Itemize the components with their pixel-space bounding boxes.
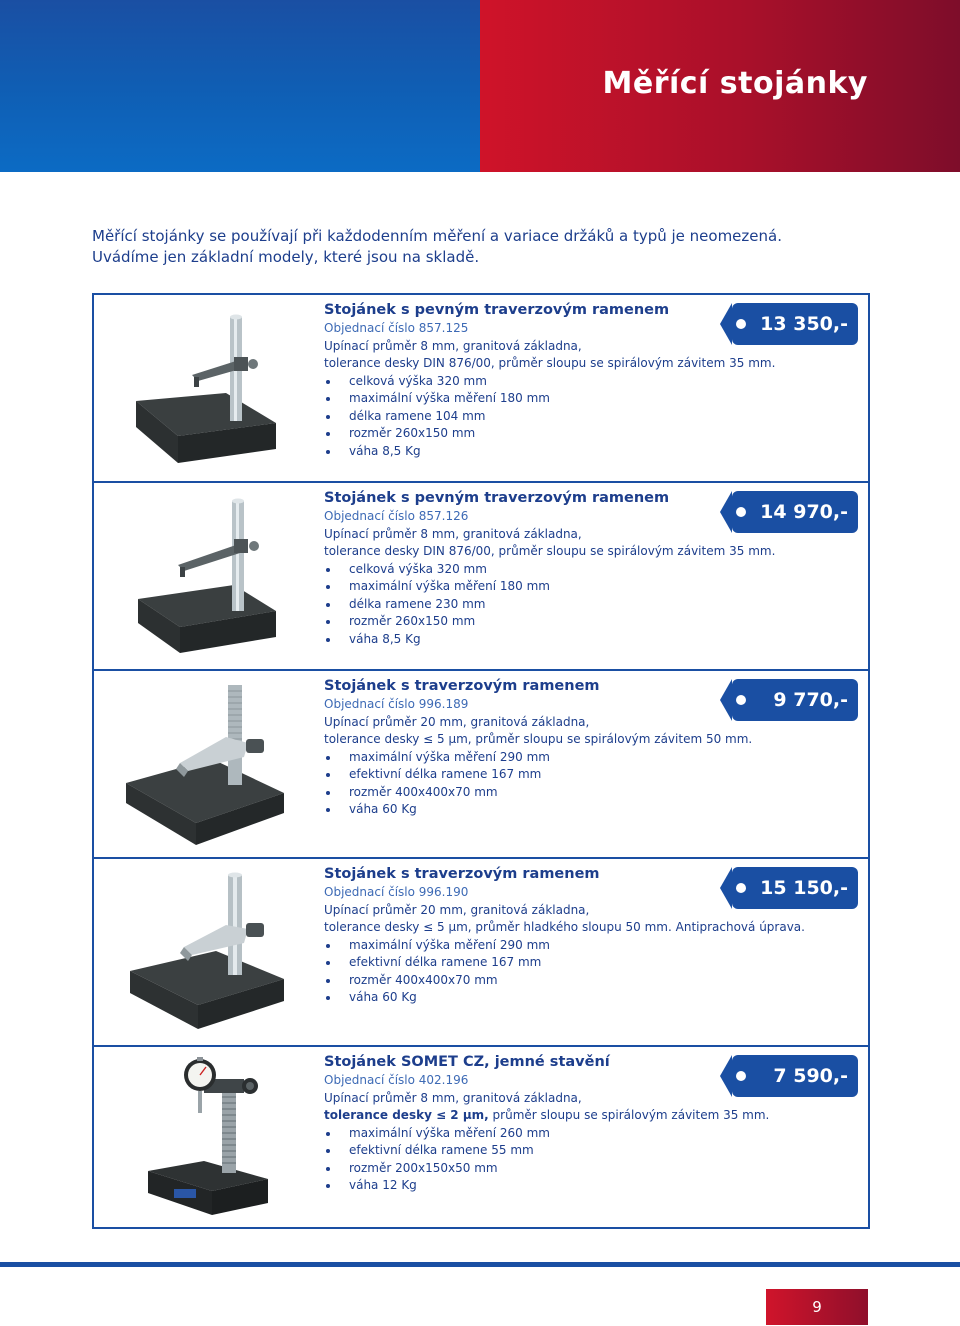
spec-item: váha 60 Kg	[324, 801, 844, 819]
page-header	[0, 0, 960, 172]
product-desc-line-2: tolerance desky ≤ 5 µm, průměr sloupu se spirálovým závitem 50 mm.	[324, 732, 753, 746]
spec-item: efektivní délka ramene 167 mm	[324, 766, 844, 784]
spec-item: délka ramene 230 mm	[324, 596, 844, 614]
product-desc-line-2	[324, 1107, 844, 1125]
spec-item: váha 12 Kg	[324, 1177, 844, 1195]
product-desc-line-1: Upínací průměr 8 mm, granitová základna,	[324, 1090, 582, 1105]
price-tag-hole-icon	[736, 1071, 746, 1081]
product-desc-line-1: Upínací průměr 8 mm, granitová základna,	[324, 338, 582, 353]
product-order-number: Objednací číslo 996.190	[324, 885, 469, 899]
product-order-number: Objednací číslo 857.125	[324, 321, 469, 335]
product-desc-line-1: Upínací průměr 8 mm, granitová základna,	[324, 526, 582, 541]
spec-item: rozměr 260x150 mm	[324, 425, 844, 443]
price-tag-hole-icon	[736, 695, 746, 705]
product-desc-bold: tolerance desky ≤ 2 µm,	[324, 1108, 489, 1122]
product-desc-line-2: tolerance desky DIN 876/00, průměr sloupu se spirálovým závitem 35 mm.	[324, 356, 776, 370]
product-desc-line-2: tolerance desky ≤ 5 µm, průměr hladkého sloupu 50 mm. Antiprachová úprava.	[324, 920, 805, 934]
product-spec-list	[324, 937, 844, 1007]
product-item	[94, 671, 868, 857]
product-item	[94, 483, 868, 669]
product-name: Stojánek SOMET CZ, jemné stavění	[324, 1054, 610, 1070]
intro-line-1: Měřící stojánky se používají při každodenním měření a variace držáků a typů je neomezená.	[92, 227, 782, 245]
product-name: Stojánek s traverzovým ramenem	[324, 866, 600, 882]
price-tag-hole-icon	[736, 883, 746, 893]
spec-item: váha 8,5 Kg	[324, 631, 844, 649]
price-value: 14 970,-	[760, 501, 848, 523]
price-tag	[732, 1055, 858, 1097]
price-tag	[732, 679, 858, 721]
product-image-stand-smooth-column	[108, 865, 298, 1041]
intro-line-2: Uvádíme jen základní modely, které jsou na skladě.	[92, 248, 480, 266]
product-order-number: Objednací číslo 996.189	[324, 697, 469, 711]
product-name: Stojánek s pevným traverzovým ramenem	[324, 490, 670, 506]
spec-item: váha 60 Kg	[324, 989, 844, 1007]
spec-item: efektivní délka ramene 167 mm	[324, 954, 844, 972]
product-desc-rest: průměr sloupu se spirálovým závitem 35 mm.	[488, 1108, 770, 1122]
price-tag	[732, 491, 858, 533]
intro-text	[92, 226, 852, 268]
product-spec-list	[324, 373, 844, 461]
spec-item: maximální výška měření 180 mm	[324, 578, 844, 596]
spec-item: celková výška 320 mm	[324, 373, 844, 391]
header-blue-panel	[0, 0, 480, 172]
product-image-stand-traverse-arm	[108, 677, 298, 853]
spec-item: maximální výška měření 290 mm	[324, 937, 844, 955]
spec-item: maximální výška měření 180 mm	[324, 390, 844, 408]
product-desc-line-1: Upínací průměr 20 mm, granitová základna,	[324, 714, 590, 729]
price-value: 9 770,-	[773, 689, 848, 711]
spec-item: efektivní délka ramene 55 mm	[324, 1142, 844, 1160]
price-tag	[732, 867, 858, 909]
footer-rule	[0, 1262, 960, 1267]
product-desc-line-1: Upínací průměr 20 mm, granitová základna,	[324, 902, 590, 917]
product-catalog	[92, 293, 870, 1229]
product-order-number: Objednací číslo 857.126	[324, 509, 469, 523]
spec-item: rozměr 400x400x70 mm	[324, 784, 844, 802]
product-spec-list	[324, 1125, 844, 1195]
product-image-stand-fixed-arm-long	[108, 489, 298, 665]
product-item	[94, 1047, 868, 1233]
price-value: 15 150,-	[760, 877, 848, 899]
price-tag-hole-icon	[736, 507, 746, 517]
product-item	[94, 859, 868, 1045]
product-order-number: Objednací číslo 402.196	[324, 1073, 469, 1087]
product-spec-list	[324, 749, 844, 819]
spec-item: váha 8,5 Kg	[324, 443, 844, 461]
spec-item: maximální výška měření 290 mm	[324, 749, 844, 767]
product-name: Stojánek s traverzovým ramenem	[324, 678, 600, 694]
price-tag-hole-icon	[736, 319, 746, 329]
page-number: 9	[766, 1289, 868, 1325]
spec-item: maximální výška měření 260 mm	[324, 1125, 844, 1143]
product-name: Stojánek s pevným traverzovým ramenem	[324, 302, 670, 318]
header-red-panel	[480, 0, 960, 172]
product-item	[94, 295, 868, 481]
product-image-stand-fine-adjustment	[108, 1053, 298, 1229]
price-value: 13 350,-	[760, 313, 848, 335]
price-tag	[732, 303, 858, 345]
product-image-stand-fixed-arm	[108, 301, 298, 477]
page-title: Měřící stojánky	[602, 66, 868, 101]
spec-item: rozměr 200x150x50 mm	[324, 1160, 844, 1178]
price-value: 7 590,-	[773, 1065, 848, 1087]
product-desc-line-2: tolerance desky DIN 876/00, průměr sloupu se spirálovým závitem 35 mm.	[324, 544, 776, 558]
product-spec-list	[324, 561, 844, 649]
spec-item: celková výška 320 mm	[324, 561, 844, 579]
spec-item: délka ramene 104 mm	[324, 408, 844, 426]
spec-item: rozměr 260x150 mm	[324, 613, 844, 631]
spec-item: rozměr 400x400x70 mm	[324, 972, 844, 990]
